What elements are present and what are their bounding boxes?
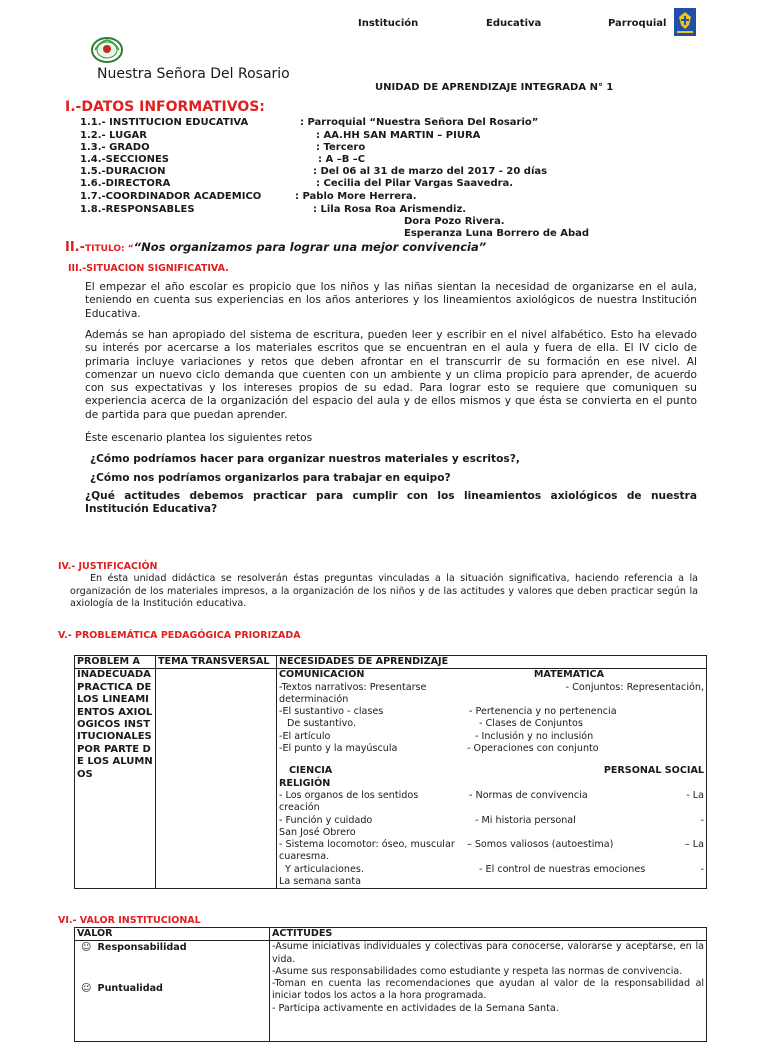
section-situacion-title: III.-SITUACION SIGNIFICATIVA. — [68, 263, 229, 274]
situacion-paragraph-3: Éste escenario plantea los siguientes retos — [85, 432, 313, 444]
table-header-necesidades — [277, 656, 707, 669]
header-text: NECESIDADES DE APRENDIZAJE — [279, 656, 449, 667]
comunicacion-item: determinación — [279, 693, 349, 705]
section-titulo-label: TITULO: — [85, 244, 128, 254]
header-parroquial: Parroquial — [608, 18, 667, 29]
religion-item: La semana santa — [279, 876, 362, 888]
valor-puntualidad: Puntualidad — [97, 982, 163, 994]
info-label: 1.3.- GRADO — [80, 142, 150, 153]
actitudes-cell — [270, 941, 707, 1042]
info-value: : Tercero — [316, 142, 366, 153]
ciencia-item: - Los organos de los sentidos — [279, 789, 419, 801]
valor-item — [77, 983, 267, 995]
smiley-icon: ☺ — [81, 982, 92, 994]
info-value: : Del 06 al 31 de marzo del 2017 - 20 días — [313, 166, 548, 177]
section-datos-title: I.-DATOS INFORMATIVOS: — [65, 99, 265, 115]
personal-item: - Mi historia personal — [475, 814, 576, 826]
area-comunicacion: COMUNICACIÓN — [279, 669, 365, 681]
valor-item — [77, 942, 267, 954]
comunicacion-item: -El punto y la mayúscula — [279, 743, 398, 755]
comunicacion-item: De sustantivo. — [287, 718, 356, 730]
area-religion: RELIGIÓN — [279, 777, 331, 789]
reto-question-1: ¿Cómo podríamos hacer para organizar nuestros materiales y escritos?, — [90, 453, 520, 465]
valor-table — [74, 927, 707, 1042]
info-label: 1.8.-RESPONSABLES — [80, 204, 195, 215]
tema-transversal-cell — [156, 669, 277, 889]
info-value: : A –B –C — [318, 154, 366, 165]
personal-item: – Somos valiosos (autoestima) — [467, 839, 614, 851]
matematica-item: - Conjuntos: Representación, — [565, 681, 704, 693]
problema-text: INADECUADA PRACTICA DE LOS LINEAMIENTOS AXIOLOGICOS INSTITUCIONALES POR PARTE DE LOS ALUMNOS — [77, 669, 153, 780]
religion-item: - La — [686, 789, 704, 801]
reto-question-2: ¿Cómo nos podríamos organizarlos para trabajar en equipo? — [90, 472, 451, 484]
table-header-tema — [156, 656, 277, 669]
table-header-valor — [75, 928, 270, 941]
header-text: PROBLEM A — [77, 656, 140, 667]
matematica-item: - Inclusión y no inclusión — [475, 730, 594, 742]
crest-logo — [674, 8, 696, 36]
matematica-item: - Pertenencia y no pertenencia — [469, 706, 617, 718]
religion-item: San José Obrero — [279, 826, 356, 838]
religion-item: - — [700, 863, 704, 875]
problematica-table — [74, 655, 707, 889]
info-label: 1.2.- LUGAR — [80, 130, 147, 141]
school-name: Nuestra Señora Del Rosario — [97, 66, 290, 82]
header-text: TEMA TRANSVERSAL — [158, 656, 270, 667]
unit-theme-title: “Nos organizamos para lograr una mejor convivencia” — [133, 240, 487, 254]
religion-item: cuaresma. — [279, 851, 330, 863]
section-valor-title: VI.- VALOR INSTITUCIONAL — [58, 915, 201, 926]
comunicacion-item: -El artículo — [279, 730, 331, 742]
info-value: : Pablo More Herrera. — [295, 191, 417, 202]
actitud-item: -Toman en cuenta las recomendaciones que ayudan al valor de la responsabilidad al iniciar todos los actos a la hora programada. — [272, 978, 704, 1002]
info-label: 1.5.-DURACION — [80, 166, 166, 177]
school-seal-logo — [90, 36, 124, 64]
info-value: : AA.HH SAN MARTIN – PIURA — [316, 130, 481, 141]
section-problematica-title: V.- PROBLEMÁTICA PEDAGÓGICA PRIORIZADA — [58, 630, 301, 641]
table-header-problema — [75, 656, 156, 669]
ciencia-item: - Función y cuidado — [279, 814, 373, 826]
religion-item: – La — [684, 839, 704, 851]
area-personal-social: PERSONAL SOCIAL — [603, 765, 704, 777]
area-matematica: MATEMATICA — [533, 669, 604, 681]
matematica-item: - Clases de Conjuntos — [479, 718, 583, 730]
situacion-paragraph-1: El empezar el año escolar es propicio que los niños y las niñas sientan la necesidad de organizarse en el aula, teniendo en cuenta sus experiencias en los años anteriores y los lineamientos axiológicos de nuestra Institución Educativa. — [85, 281, 697, 320]
section-titulo-num: II.- — [65, 240, 86, 255]
ciencia-item: Y articulaciones. — [285, 863, 364, 875]
religion-item: - — [700, 814, 704, 826]
valor-responsabilidad: Responsabilidad — [97, 942, 187, 954]
necesidades-cell — [277, 669, 707, 889]
valores-cell — [75, 941, 270, 1042]
justificacion-text: En ésta unidad didáctica se resolverán éstas preguntas vinculadas a la situación significativa, haciendo referencia a la organización de los materiales impresos, a la organización de los niños y de las actitudes y valores que deben practicar según la axiología de la Institución educativa. — [70, 573, 698, 610]
header-educativa: Educativa — [486, 18, 542, 29]
personal-item: - El control de nuestras emociones — [479, 863, 646, 875]
actitud-item: - Participa activamente en actividades de la Semana Santa. — [272, 1002, 559, 1014]
info-label: 1.7.-COORDINADOR ACADEMICO — [80, 191, 262, 202]
actitud-item: -Asume iniciativas individuales y colectivas para conocerse, valorarse y aceptarse, en la vida. — [272, 941, 704, 965]
info-value: : Lila Rosa Roa Arismendiz. — [313, 204, 467, 215]
matematica-item: - Operaciones con conjunto — [467, 743, 599, 755]
table-header-actitudes — [270, 928, 707, 941]
comunicacion-item: -El sustantivo - clases — [279, 706, 384, 718]
problema-cell — [75, 669, 156, 889]
header-text: VALOR — [77, 928, 113, 939]
area-ciencia: CIENCIA — [289, 765, 333, 777]
unit-title: UNIDAD DE APRENDIZAJE INTEGRADA N° 1 — [375, 82, 614, 93]
info-label: 1.1.- INSTITUCION EDUCATIVA — [80, 117, 249, 128]
ciencia-item: - Sistema locomotor: óseo, muscular — [279, 839, 455, 851]
section-titulo — [65, 240, 486, 255]
responsable-name: Esperanza Luna Borrero de Abad — [404, 228, 590, 239]
situacion-paragraph-2: Además se han apropiado del sistema de escritura, pueden leer y escribir en el nivel alfabético. Esto ha elevado su interés por acercarse a los materiales escritos que se encuentran en el aula y fuera de ella. El IV ciclo de primaria incluye variaciones y retos que deben afrontar en el transcurrir de su formación en ese nivel. Al comenzar un nuevo ciclo demanda que cuenten con un ambiente y un clima propicio para aprender, de acuerdo con sus expectativas y los intereses propios de su edad. Para lograr esto se requiere que comuniquen su experiencia acerca de la organización del espacio del aula y de ellos mismos y que ésta se convierta en el punto de partida para que puedan aprender. — [85, 329, 697, 421]
info-value: : Parroquial “Nuestra Señora Del Rosario” — [300, 117, 539, 128]
comunicacion-item: -Textos narrativos: Presentarse — [279, 681, 427, 693]
header-text: ACTITUDES — [272, 928, 333, 939]
info-value: : Cecilia del Pilar Vargas Saavedra. — [316, 178, 514, 189]
section-justificacion-title: IV.- JUSTIFICACIÓN — [58, 561, 158, 572]
header-institucion: Institución — [358, 18, 419, 29]
personal-item: - Normas de convivencia — [469, 789, 588, 801]
smiley-icon: ☺ — [81, 942, 92, 954]
responsable-name: Dora Pozo Rivera. — [404, 216, 505, 227]
actitud-item: -Asume sus responsabilidades como estudiante y respeta las normas de convivencia. — [272, 965, 683, 977]
reto-question-3: ¿Qué actitudes debemos practicar para cumplir con los lineamientos axiológicos de nuestra Institución Educativa? — [85, 490, 697, 515]
info-label: 1.6.-DIRECTORA — [80, 178, 171, 189]
info-label: 1.4.-SECCIONES — [80, 154, 169, 165]
religion-item: creación — [279, 802, 320, 814]
section-titulo-quote: “ — [127, 244, 134, 254]
